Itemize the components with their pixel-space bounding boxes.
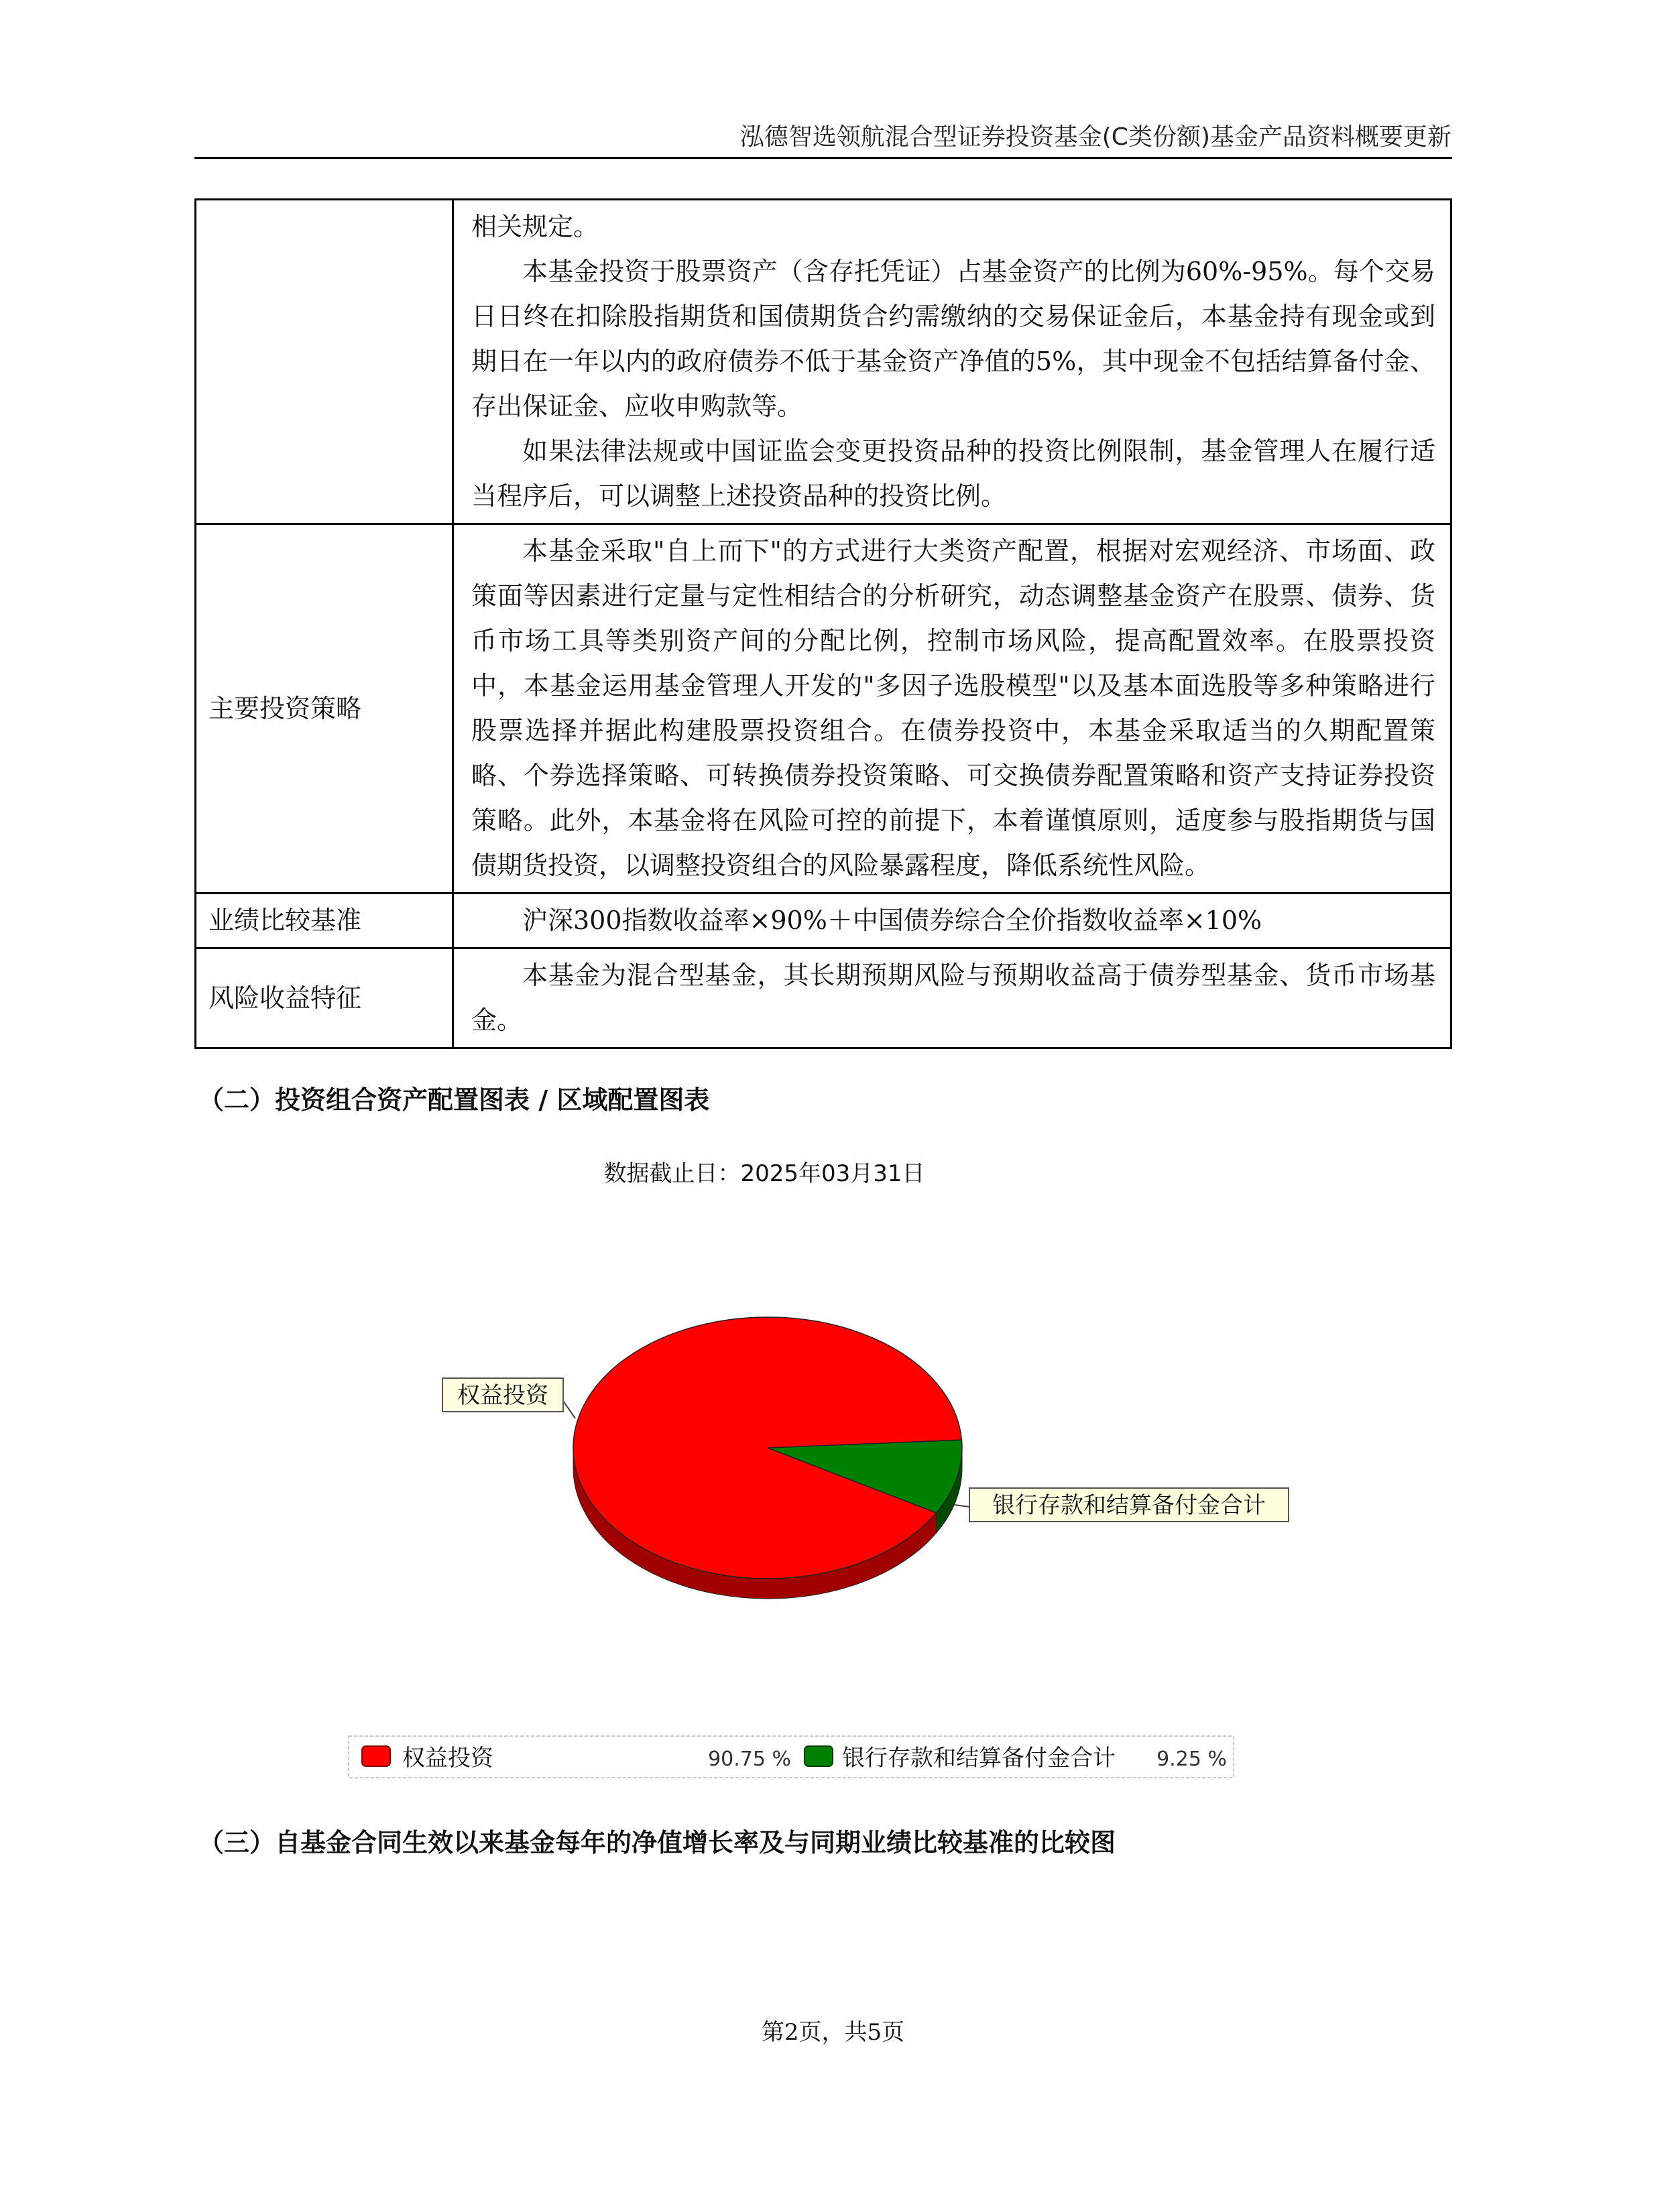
callout-leader	[563, 1401, 575, 1418]
row-label: 业绩比较基准	[196, 894, 453, 948]
legend-value-equity: 90.75 %	[708, 1747, 791, 1771]
legend-swatch-deposits	[805, 1746, 833, 1766]
paragraph: 沪深300指数收益率×90%＋中国债券综合全价指数收益率×10%	[522, 906, 1262, 935]
legend-label-equity: 权益投资	[402, 1745, 493, 1772]
row-label: 风险收益特征	[196, 948, 453, 1048]
header-title: 泓德智选领航混合型证券投资基金(C类份额)基金产品资料概要更新	[739, 123, 1451, 151]
paragraph: 相关规定。	[471, 212, 599, 241]
paragraph: 本基金为混合型基金，其长期预期风险与预期收益高于债券型基金、货币市场基金。	[471, 961, 1435, 1035]
callout-label-equity: 权益投资	[457, 1382, 548, 1409]
paragraph: 如果法律法规或中国证监会变更投资品种的投资比例限制，基金管理人在履行适当程序后，可以调整上述投资品种的投资比例。	[471, 436, 1435, 511]
chart-legend	[349, 1736, 1234, 1778]
paragraph: 本基金采取"自上而下"的方式进行大类资产配置，根据对宏观经济、市场面、政策面等因素进行定量与定性相结合的分析研究，动态调整基金资产在股票、债券、货币市场工具等类别资产间的分配比例，控制市场风险，提高配置效率。在股票投资中，本基金运用基金管理人开发的"多因子选股模型"以及基本面选股等多种策略进行股票选择并据此构建股票投资组合。在债券投资中，本基金采取适当的久期配置策略、个券选择策略、可转换债券投资策略、可交换债券配置策略和资产支持证券投资策略。此外，本基金将在风险可控的前提下，本着谨慎原则，适度参与股指期货与国债期货投资，以调整投资组合的风险暴露程度，降低系统性风险。	[471, 536, 1435, 880]
section-title-performance: （三）自基金合同生效以来基金每年的净值增长率及与同期业绩比较基准的比较图	[198, 1827, 1116, 1857]
callout-leader	[955, 1505, 969, 1507]
chart-title: 数据截止日：2025年03月31日	[603, 1160, 925, 1187]
legend-value-deposits: 9.25 %	[1156, 1747, 1227, 1771]
callout-label-deposits: 银行存款和结算备付金合计	[992, 1492, 1266, 1519]
paragraph: 本基金投资于股票资产（含存托凭证）占基金资产的比例为60%-95%。每个交易日日终在扣除股指期货和国债期货合约需缴纳的交易保证金后，本基金持有现金或到期日在一年以内的政府债券不低于基金资产净值的5%，其中现金不包括结算备付金、存出保证金、应收申购款等。	[471, 257, 1435, 421]
row-label: 主要投资策略	[196, 524, 453, 894]
section-title-asset-allocation: （二）投资组合资产配置图表 / 区域配置图表	[198, 1085, 710, 1115]
legend-swatch-equity	[362, 1746, 390, 1766]
legend-label-deposits: 银行存款和结算备付金合计	[842, 1745, 1116, 1772]
page-number: 第2页，共5页	[761, 2019, 905, 2046]
pie-top	[573, 1317, 962, 1579]
